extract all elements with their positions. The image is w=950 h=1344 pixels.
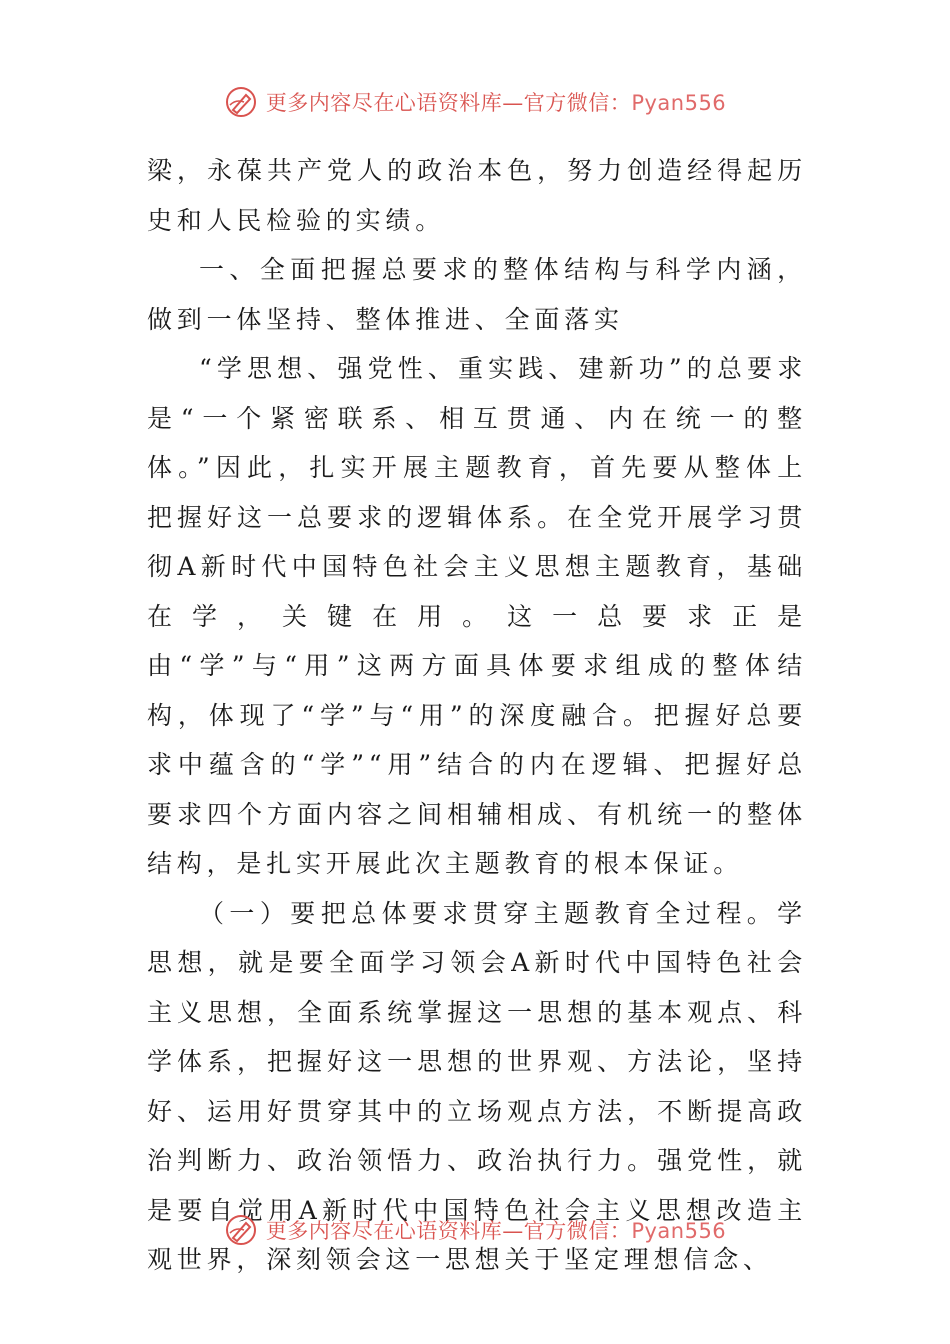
pen-nib-logo-icon xyxy=(224,1213,258,1247)
document-body xyxy=(147,146,807,1285)
header-banner xyxy=(0,80,950,124)
section-heading: 一、全面把握总要求的整体结构与科学内涵，做到一体坚持、整体推进、全面落实 xyxy=(147,255,807,334)
footer-banner-text: 更多内容尽在心语资料库—官方微信：Pyan556 xyxy=(265,1219,727,1243)
pen-nib-logo-icon xyxy=(224,85,258,119)
header-banner-text: 更多内容尽在心语资料库—官方微信：Pyan556 xyxy=(265,91,727,115)
paragraph-3: （一）要把总体要求贯穿主题教育全过程。学思想，就是要全面学习领会A新时代中国特色社会主义思想，全面系统掌握这一思想的基本观点、科学体系，把握好这一思想的世界观、方法论，坚持好、运用好贯穿其中的立场观点方法，不断提高政治判断力、政治领悟力、政治执行力。强党性，就是要自觉用A新时代中国特色社会主义思想改造主观世界，深刻领会这一思想关于坚定理想信念、 xyxy=(147,898,807,1274)
header-wechat-id: Pyan556 xyxy=(631,91,727,115)
footer-wechat-id: Pyan556 xyxy=(631,1219,727,1243)
footer-banner xyxy=(0,1208,950,1252)
paragraph-1: 梁，永葆共产党人的政治本色，努力创造经得起历史和人民检验的实绩。 xyxy=(147,156,807,235)
paragraph-2: “学思想、强党性、重实践、建新功”的总要求是“一个紧密联系、相互贯通、内在统一的整体。”因此，扎实开展主题教育，首先要从整体上把握好这一总要求的逻辑体系。在全党开展学习贯彻A新时代中国特色社会主义思想主题教育，基础在学，关键在用。这一总要求正是由“学”与“用”这两方面具体要求组成的整体结构，体现了“学”与“用”的深度融合。把握好总要求中蕴含的“学”“用”结合的内在逻辑、把握好总要求四个方面内容之间相辅相成、有机统一的整体结构，是扎实开展此次主题教育的根本保证。 xyxy=(147,354,807,878)
